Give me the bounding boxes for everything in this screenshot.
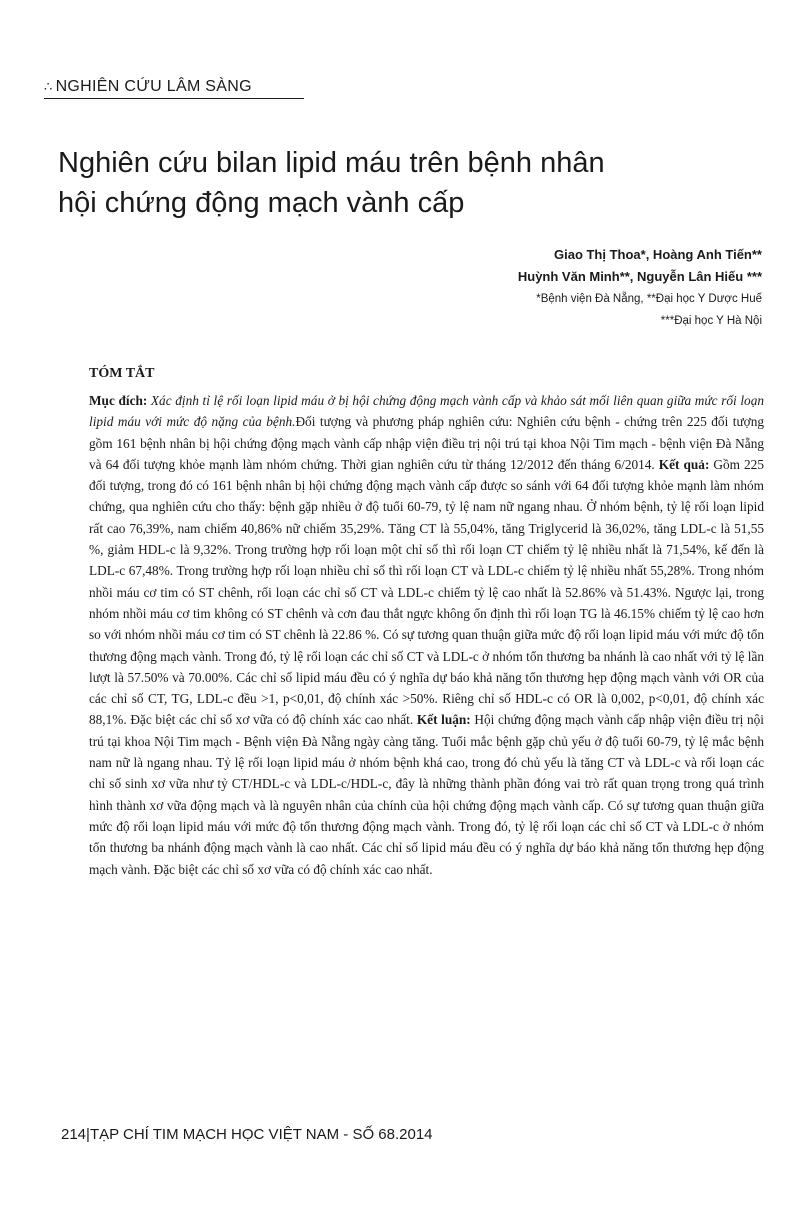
authors-line-1: Giao Thị Thoa*, Hoàng Anh Tiến** <box>553 247 762 262</box>
abstract-heading: TÓM TẮT <box>89 366 155 381</box>
conclusion-text: Hội chứng động mạch vành cấp nhập viện điều trị nội trú tại khoa Nội Tim mạch - Bệnh viện Đà Nẵng ngày càng tăng. Tuổi mắc bệnh gặp chủ yếu ở độ tuổi 60-79, tỷ lệ mắc bệnh nam nữ là ngang nhau. Tỷ lệ rối loạn lipid máu ở nhóm bệnh khá cao, trong đó chủ yếu là tăng CT và LDL-c và rối loạn các chỉ số sinh xơ vữa như tỷ CT/HDL-c và LDL-c/HDL-c, đây là những thành phần đóng vai trò rất quan trọng trong quá trình hình thành xơ vữa động mạch và là nguyên nhân của chính của hội chứng động mạch vành cấp. Có sự tương quan thuận giữa mức độ rối loạn lipid máu với mức độ tổn thương động mạch vành. Trong đó, tỷ lệ rối loạn các chỉ số CT và LDL-c ở nhóm tổn thương ba nhánh động mạch vành là cao nhất. Các chỉ số lipid máu đều có ý nghĩa dự báo khả năng tổn thương hẹp động mạch vành. Đặc biệt các chỉ số xơ vữa có độ chính xác cao nhất. <box>89 712 764 877</box>
results-text: Gồm 225 đối tượng, trong đó có 161 bệnh nhân bị hội chứng động mạch vành cấp được so sánh với 64 đối tượng khỏe mạnh làm nhóm chứng, qua nghiên cứu cho thấy: bệnh gặp nhiều ở độ tuổi 60-79, tỷ lệ nam nữ ngang nhau. Ở nhóm bệnh, tỷ lệ rối loạn lipid rất cao 76,39%, nam chiếm 40,86% nữ chiếm 35,29%. Tăng CT là 55,04%, tăng Triglycerid là 36,02%, tăng LDL-c là 51,55 %, giảm HDL-c là 9,32%. Trong trường hợp rối loạn một chỉ số thì rối loạn CT chiếm tỷ lệ nhiều nhất là 71,54%, kế đến là LDL-c 67,48%. Trong trường hợp rối loạn nhiều chỉ số thì rối loạn CT và LDL-c chiếm tỷ lệ nhiều nhất 55,28%. Trong nhóm nhồi máu cơ tim có ST chênh, rối loạn các chỉ số CT và LDL-c chiếm tỷ lệ cao nhất là 52.86% và 51.43%. Ngược lại, trong nhóm nhồi máu cơ tim không có ST chênh và cơn đau thắt ngực không ổn định thì rối loạn TG là 46.15% chiếm tỷ lệ cao hơn so với nhóm nhồi máu cơ tim có ST chênh là 22.86 %. Có sự tương quan thuận giữa mức độ rối loạn lipid máu với mức độ tổn thương động mạch vành. Trong đó, tỷ lệ rối loạn các chỉ số CT và LDL-c ở nhóm tổn thương ba nhánh là cao nhất với tỷ lệ lần lượt là 57.50% và 70.00%. Các chỉ số lipid máu đều có ý nghĩa dự báo khả năng tổn thương hẹp động mạch vành với OR của các chỉ số CT, TG, LDL-c đều >1, p<0,01, độ chính xác >50%. Riêng chỉ số HDL-c có OR là 0,002, p<0,01, độ chính xác 88,1%. Đặc biệt các chỉ số xơ vữa có độ chính xác cao nhất. <box>89 456 764 728</box>
section-label: NGHIÊN CỨU LÂM SÀNG <box>55 78 252 95</box>
results-label: Kết quả: <box>658 456 710 472</box>
author-block <box>202 244 762 332</box>
footer-divider: | <box>86 1126 90 1143</box>
page-footer <box>61 1126 433 1143</box>
section-header <box>44 78 304 99</box>
aim-label: Mục đích: <box>89 393 148 408</box>
article-title <box>58 143 698 223</box>
journal-name: TẠP CHÍ TIM MẠCH HỌC VIỆT NAM - SỐ 68.2014 <box>89 1126 433 1143</box>
affiliation-line-2: ***Đại học Y Hà Nội <box>660 315 762 327</box>
title-line-2: hội chứng động mạch vành cấp <box>58 187 465 219</box>
authors-line-2: Huỳnh Văn Minh**, Nguyễn Lân Hiếu *** <box>517 269 762 284</box>
page-number: 214 <box>61 1126 87 1143</box>
methods-text: Đối tượng và phương pháp nghiên cứu: Nghiên cứu bệnh - chứng trên 225 đối tượng gồm 161 bệnh nhân bị hội chứng động mạch vành cấp nhập viện điều trị nội trú tại khoa Nội Tim mạch - bệnh viện Đà Nẵng và 64 đối tượng khỏe mạnh làm nhóm chứng. Thời gian nghiên cứu từ tháng 12/2012 đến tháng 6/2014. <box>89 414 764 472</box>
section-mark-icon: ∴ <box>44 79 53 94</box>
title-line-1: Nghiên cứu bilan lipid máu trên bệnh nhân <box>58 147 605 179</box>
affiliation-line-1: *Bệnh viện Đà Nẵng, **Đại học Y Dược Huế <box>536 293 762 305</box>
aim-text: Xác định tỉ lệ rối loạn lipid máu ở bị hội chứng động mạch vành cấp và khảo sát mối liên quan giữa mức rối loạn lipid máu với mức độ nặng của bệnh. <box>89 393 764 430</box>
abstract-body <box>89 390 764 880</box>
conclusion-label: Kết luận: <box>416 712 471 728</box>
